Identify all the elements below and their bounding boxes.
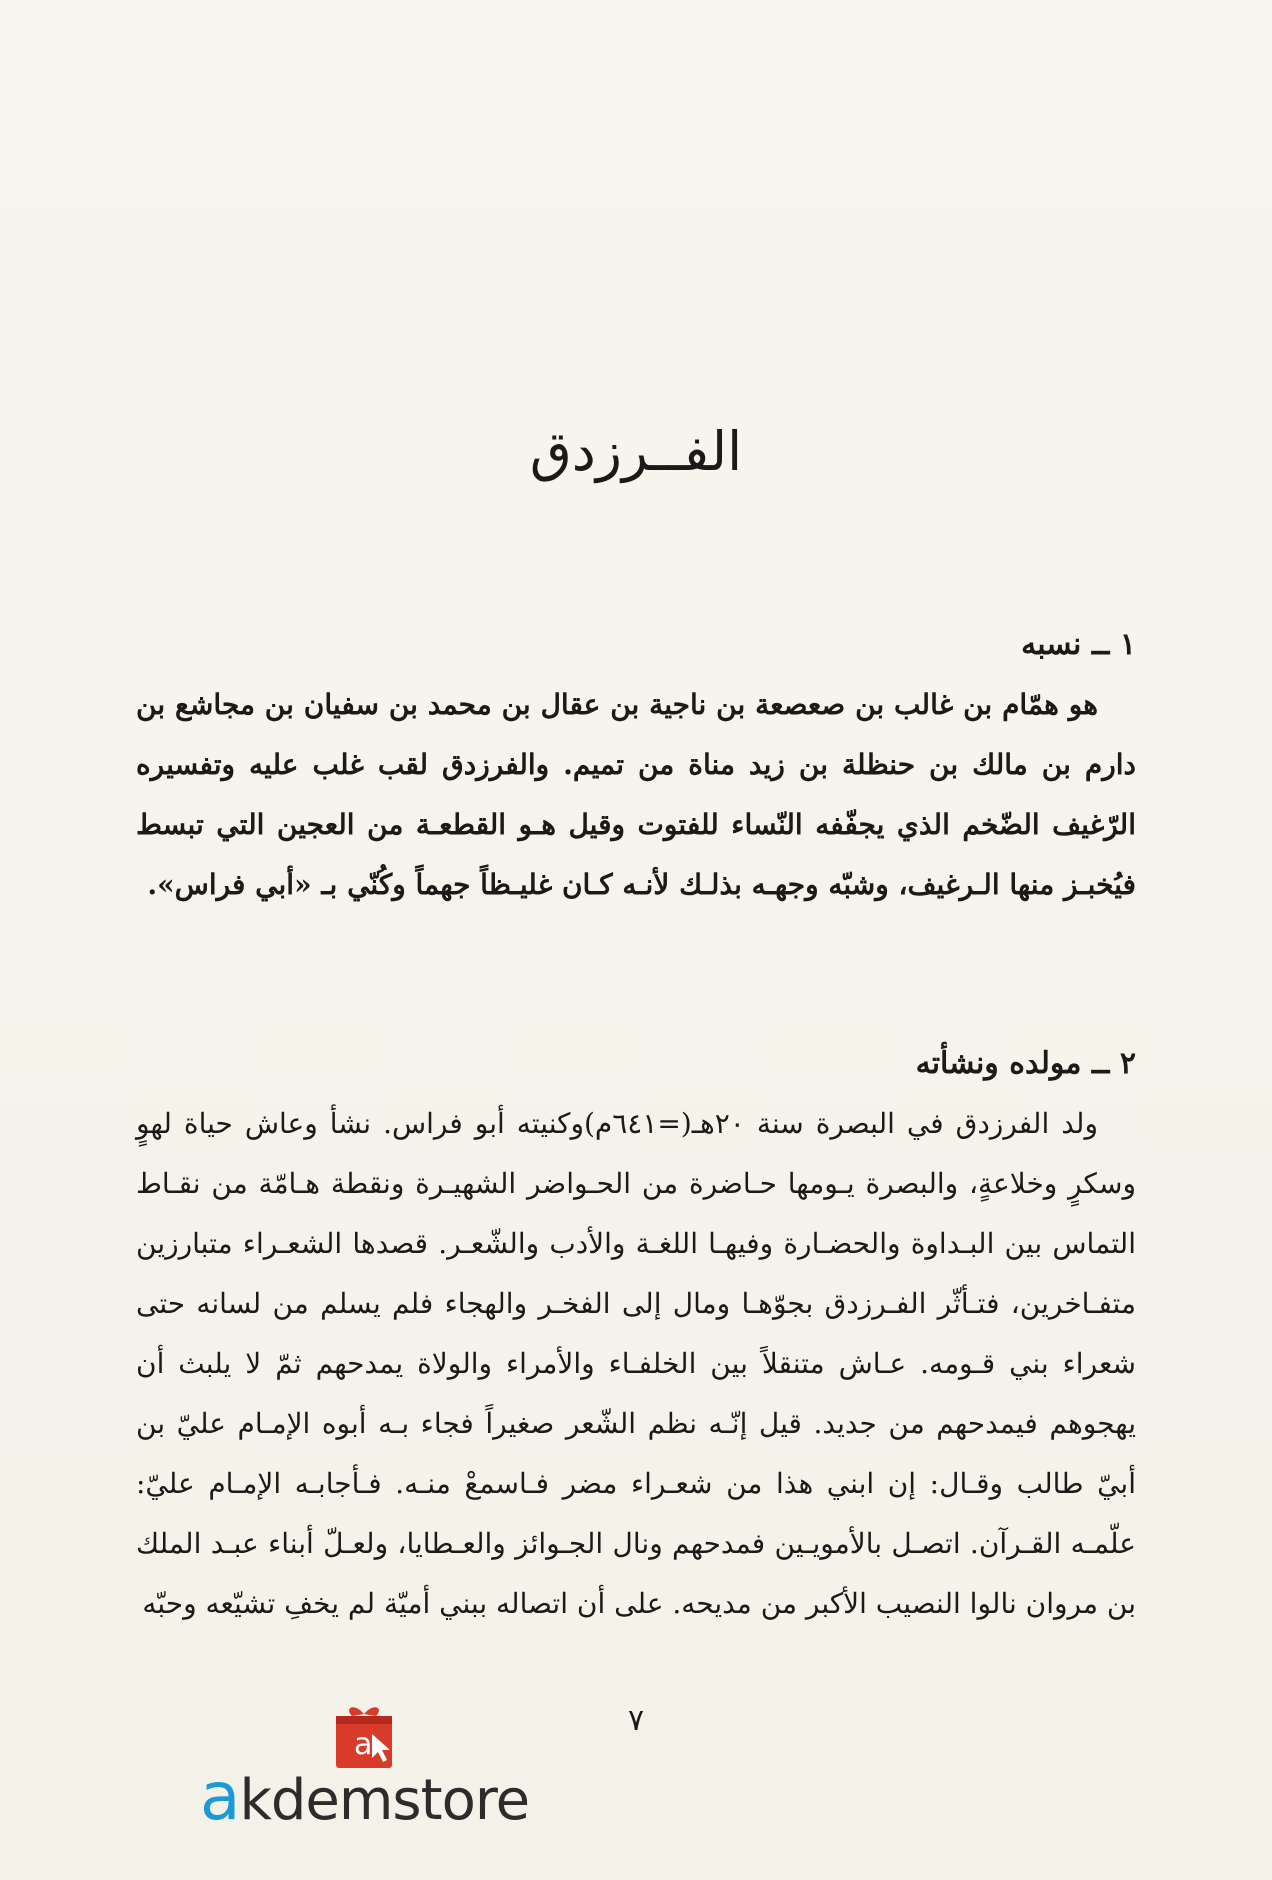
store-logo xyxy=(200,1700,540,1840)
logo-accent-letter: a xyxy=(200,1758,240,1835)
logo-wordmark xyxy=(200,1758,530,1836)
logo-rest-text: kdemstore xyxy=(239,1768,530,1833)
section-heading: ١ ــ نسبه xyxy=(1021,627,1136,662)
section-paragraph: ولد الفرزدق في البصرة سنة ٢٠هـ(=٦٤١م)وكنيته أبو فراس. نشأ وعاش حياة لهوٍ وسكرٍ وخلاعةٍ، والبصرة يـومها حـاضرة من الحـواضر الشهيـرة ونقطة هـامّة من نقـاط التماس بين البـداوة والحضـارة وفيهـا اللغـة والأدب والشّعـر. قصدها الشعـراء متبارزين متفـاخرين، فتـأثّر الفـرزدق بجوّهـا ومال إلى الفخـر والهجاء فلم يسلم من لسانه حتى شعراء بني قـومه. عـاش متنقلاً بين الخلفـاء والأمراء والولاة يمدحهم ثمّ لا يلبث أن يهجوهم فيمدحهم من جديد. قيل إنّـه نظم الشّعر صغيراً فجاء بـه أبوه الإمـام عليّ بن أبيّ طالب وقـال: إن ابني هذا من شعـراء مضر فـاسمعْ منـه. فـأجابـه الإمـام عليّ: علّمـه القـرآن. اتصـل بالأمويـين فمدحهم ونال الجـوائز والعـطايا، ولعـلّ أبناء عبـد الملك بن مروان نالوا النصيب الأكبر من مديحه. على أن اتصاله ببني أميّة لم يخفِ تشيّعه وحبّه xyxy=(136,1107,1136,1620)
section-paragraph: هو همّام بن غالب بن صعصعة بن ناجية بن عقال بن محمد بن سفيان بن مجاشع بن دارم بن مالك بن حنظلة بن زيد مناة من تميم. والفرزدق لقب غلب عليه وتفسيره الرّغيف الضّخم الذي يجفّفه النّساء للفتوت وقيل هـو القطعـة من العجين التي تبسط فيُخبـز منها الـرغيف، وشبّه وجهـه بذلـك لأنـه كـان غليـظاً جهماً وكُنّي بـ «أبي فراس». xyxy=(136,688,1136,901)
section-birth-upbringing xyxy=(136,1034,1136,1634)
svg-text:a: a xyxy=(354,1727,373,1762)
page-number: ٧ xyxy=(627,1703,645,1738)
section-heading: ٢ ــ مولده ونشأته xyxy=(915,1046,1136,1081)
chapter-title: الفــرزدق xyxy=(529,420,743,483)
section-lineage xyxy=(136,615,1136,915)
